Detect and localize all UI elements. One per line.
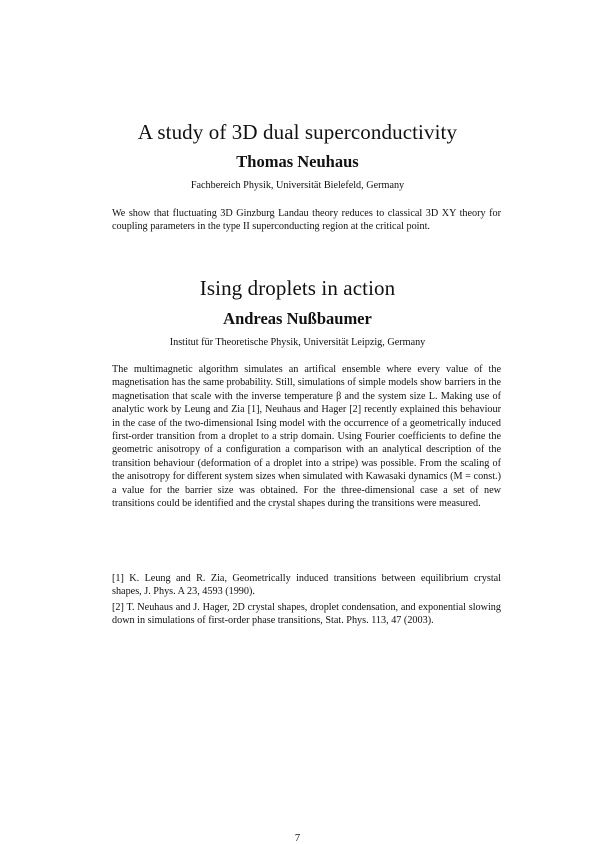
article-2-title: Ising droplets in action bbox=[199, 276, 396, 300]
article-1-author: Thomas Neuhaus bbox=[236, 152, 359, 171]
reference-list bbox=[112, 572, 501, 630]
reference-1: [1] K. Leung and R. Zia, Geometrically induced transitions between equilibrium crystal shapes, J. Phys. A 23, 4593 (1990). bbox=[112, 573, 501, 598]
article-2-abstract: The multimagnetic algorithm simulates an artifical ensemble where every value of the magnetisation has the same probability. Still, simulations of simple models show barriers in the magnetisation that scale with the inverse temperature β and the system size L. Making use of analytic work by Leung and Zia [1], Neuhaus and Hager [2] recently explained this behaviour in the case of the two-dimensional Ising model with the occurrence of a geometrically induced first-order transition from a droplet to a strip domain. Using Fourier coefficients to define the geometric anisotropy of a configuration a comparison with an analytical description of the transition behaviour (deformation of a droplet into a stripe) was possible. From the scaling of the anisotropy for different system sizes when simulated with Kawasaki dynamics (M = const.) a value for the barrier size was obtained. For the three-dimensional case a set of new transitions could be identified and the crystal shapes during the transitions were measured. bbox=[112, 364, 501, 510]
page-number: 7 bbox=[294, 833, 301, 844]
article-1-abstract: We show that fluctuating 3D Ginzburg Landau theory reduces to classical 3D XY theory for coupling parameters in the type II superconducting region at the critical point. bbox=[112, 208, 501, 233]
article-2-affiliation: Institut für Theoretische Physik, Universität Leipzig, Germany bbox=[169, 337, 426, 348]
reference-2: [2] T. Neuhaus and J. Hager, 2D crystal shapes, droplet condensation, and exponential slowing down in simulations of first-order phase transitions, Stat. Phys. 113, 47 (2003). bbox=[112, 601, 501, 627]
article-2-author: Andreas Nußbaumer bbox=[223, 309, 372, 328]
article-1-title: A study of 3D dual superconductivity bbox=[137, 120, 458, 144]
article-1-affiliation: Fachbereich Physik, Universität Bielefeld, Germany bbox=[190, 180, 405, 191]
